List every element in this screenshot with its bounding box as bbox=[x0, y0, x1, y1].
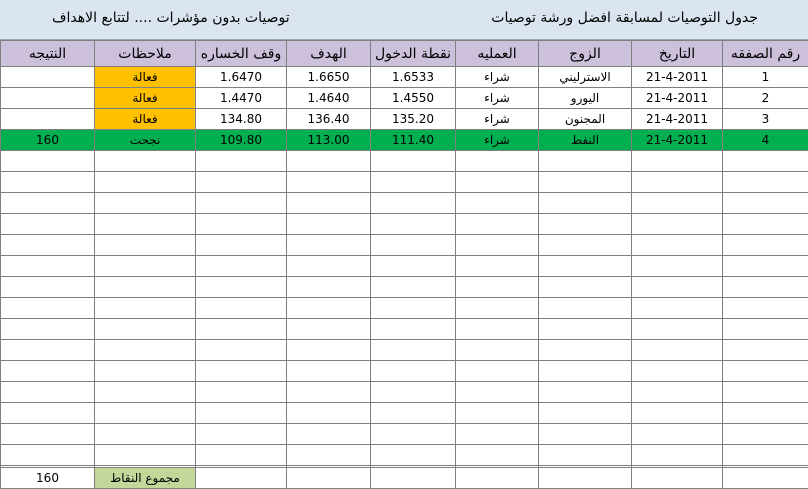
empty-cell[interactable] bbox=[456, 424, 539, 445]
recommendations-table bbox=[0, 40, 808, 489]
empty-cell[interactable] bbox=[1, 277, 95, 298]
empty-cell[interactable] bbox=[1, 361, 95, 382]
empty-cell[interactable] bbox=[723, 298, 808, 319]
empty-cell[interactable] bbox=[1, 319, 95, 340]
empty-cell[interactable] bbox=[95, 403, 196, 424]
column-header-trade-number[interactable]: رقم الصفقه bbox=[723, 41, 808, 67]
empty-cell[interactable] bbox=[456, 340, 539, 361]
empty-cell[interactable] bbox=[196, 382, 287, 403]
empty-cell[interactable] bbox=[196, 235, 287, 256]
empty-cell bbox=[196, 468, 287, 489]
empty-cell[interactable] bbox=[456, 277, 539, 298]
column-header-date[interactable]: التاريخ bbox=[632, 41, 723, 67]
empty-cell[interactable] bbox=[539, 340, 632, 361]
total-points-label: مجموع النقاط bbox=[95, 468, 196, 489]
empty-cell[interactable] bbox=[287, 403, 371, 424]
cell-trade-number[interactable]: 1 bbox=[723, 67, 808, 88]
empty-cell[interactable] bbox=[95, 256, 196, 277]
empty-cell[interactable] bbox=[632, 172, 723, 193]
cell-stop-loss[interactable]: 1.6470 bbox=[196, 67, 287, 88]
empty-cell[interactable] bbox=[632, 151, 723, 172]
cell-stop-loss[interactable]: 134.80 bbox=[196, 109, 287, 130]
empty-cell[interactable] bbox=[95, 361, 196, 382]
empty-cell[interactable] bbox=[371, 151, 456, 172]
empty-cell[interactable] bbox=[196, 403, 287, 424]
empty-cell[interactable] bbox=[287, 277, 371, 298]
empty-cell[interactable] bbox=[1, 340, 95, 361]
empty-cell[interactable] bbox=[95, 424, 196, 445]
empty-cell[interactable] bbox=[287, 382, 371, 403]
empty-cell[interactable] bbox=[723, 361, 808, 382]
empty-cell[interactable] bbox=[539, 424, 632, 445]
empty-cell[interactable] bbox=[287, 319, 371, 340]
column-header-stop-loss[interactable]: وقف الخساره bbox=[196, 41, 287, 67]
empty-cell[interactable] bbox=[539, 256, 632, 277]
empty-cell bbox=[371, 468, 456, 489]
empty-cell[interactable] bbox=[95, 298, 196, 319]
empty-cell[interactable] bbox=[1, 172, 95, 193]
cell-target[interactable]: 1.4640 bbox=[287, 88, 371, 109]
cell-note[interactable]: نجحت bbox=[95, 130, 196, 151]
cell-operation[interactable]: شراء bbox=[456, 88, 539, 109]
empty-cell[interactable] bbox=[539, 382, 632, 403]
cell-pair[interactable]: اليورو bbox=[539, 88, 632, 109]
empty-cell[interactable] bbox=[632, 403, 723, 424]
cell-pair[interactable]: المجنون bbox=[539, 109, 632, 130]
empty-row bbox=[1, 193, 808, 214]
empty-cell[interactable] bbox=[287, 361, 371, 382]
empty-cell[interactable] bbox=[371, 256, 456, 277]
empty-row bbox=[1, 277, 808, 298]
empty-cell[interactable] bbox=[95, 445, 196, 466]
empty-cell[interactable] bbox=[371, 193, 456, 214]
empty-cell[interactable] bbox=[539, 235, 632, 256]
empty-cell[interactable] bbox=[456, 235, 539, 256]
empty-cell[interactable] bbox=[632, 445, 723, 466]
empty-cell[interactable] bbox=[196, 298, 287, 319]
cell-entry[interactable]: 135.20 bbox=[371, 109, 456, 130]
empty-cell[interactable] bbox=[196, 151, 287, 172]
empty-row bbox=[1, 445, 808, 466]
empty-cell[interactable] bbox=[723, 424, 808, 445]
empty-cell[interactable] bbox=[371, 214, 456, 235]
column-header-pair[interactable]: الزوج bbox=[539, 41, 632, 67]
empty-cell[interactable] bbox=[539, 193, 632, 214]
empty-cell[interactable] bbox=[456, 319, 539, 340]
empty-cell[interactable] bbox=[95, 214, 196, 235]
empty-cell[interactable] bbox=[95, 319, 196, 340]
total-row bbox=[1, 468, 808, 489]
empty-row bbox=[1, 172, 808, 193]
empty-row bbox=[1, 319, 808, 340]
empty-cell[interactable] bbox=[287, 424, 371, 445]
empty-cell[interactable] bbox=[371, 340, 456, 361]
empty-cell[interactable] bbox=[95, 277, 196, 298]
empty-cell[interactable] bbox=[539, 172, 632, 193]
empty-cell[interactable] bbox=[196, 445, 287, 466]
table-row bbox=[1, 130, 808, 151]
empty-cell[interactable] bbox=[1, 193, 95, 214]
empty-cell[interactable] bbox=[632, 298, 723, 319]
cell-target[interactable]: 136.40 bbox=[287, 109, 371, 130]
cell-operation[interactable]: شراء bbox=[456, 67, 539, 88]
empty-cell[interactable] bbox=[196, 424, 287, 445]
cell-date[interactable]: 21-4-2011 bbox=[632, 67, 723, 88]
empty-cell[interactable] bbox=[196, 361, 287, 382]
column-header-target[interactable]: الهدف bbox=[287, 41, 371, 67]
empty-cell[interactable] bbox=[723, 256, 808, 277]
table-row bbox=[1, 88, 808, 109]
empty-cell[interactable] bbox=[196, 214, 287, 235]
empty-cell[interactable] bbox=[539, 277, 632, 298]
empty-cell[interactable] bbox=[196, 319, 287, 340]
empty-cell[interactable] bbox=[287, 235, 371, 256]
empty-cell[interactable] bbox=[632, 424, 723, 445]
empty-cell[interactable] bbox=[1, 382, 95, 403]
empty-cell[interactable] bbox=[632, 256, 723, 277]
empty-cell[interactable] bbox=[1, 403, 95, 424]
cell-note[interactable]: فعالة bbox=[95, 109, 196, 130]
empty-cell[interactable] bbox=[287, 193, 371, 214]
empty-cell[interactable] bbox=[456, 151, 539, 172]
empty-row bbox=[1, 403, 808, 424]
empty-cell bbox=[539, 468, 632, 489]
empty-cell bbox=[632, 468, 723, 489]
empty-cell bbox=[723, 468, 808, 489]
empty-cell[interactable] bbox=[1, 214, 95, 235]
empty-cell[interactable] bbox=[723, 193, 808, 214]
empty-cell[interactable] bbox=[632, 193, 723, 214]
empty-cell[interactable] bbox=[196, 193, 287, 214]
empty-cell[interactable] bbox=[632, 277, 723, 298]
empty-cell bbox=[287, 468, 371, 489]
empty-cell[interactable] bbox=[371, 172, 456, 193]
empty-rows bbox=[1, 151, 808, 468]
cell-trade-number[interactable]: 4 bbox=[723, 130, 808, 151]
empty-cell[interactable] bbox=[371, 361, 456, 382]
empty-cell[interactable] bbox=[456, 172, 539, 193]
empty-cell[interactable] bbox=[456, 361, 539, 382]
cell-stop-loss[interactable]: 1.4470 bbox=[196, 88, 287, 109]
empty-cell[interactable] bbox=[723, 277, 808, 298]
empty-cell[interactable] bbox=[196, 256, 287, 277]
cell-date[interactable]: 21-4-2011 bbox=[632, 130, 723, 151]
empty-cell[interactable] bbox=[95, 172, 196, 193]
empty-cell[interactable] bbox=[632, 382, 723, 403]
empty-cell[interactable] bbox=[723, 340, 808, 361]
empty-cell[interactable] bbox=[371, 235, 456, 256]
cell-pair[interactable]: النفط bbox=[539, 130, 632, 151]
cell-operation[interactable]: شراء bbox=[456, 130, 539, 151]
sheet-title: جدول التوصيات لمسابقة افضل ورشة توصيات bbox=[491, 10, 758, 26]
empty-cell[interactable] bbox=[723, 403, 808, 424]
cell-date[interactable]: 21-4-2011 bbox=[632, 109, 723, 130]
empty-cell[interactable] bbox=[196, 277, 287, 298]
empty-cell[interactable] bbox=[539, 151, 632, 172]
empty-cell[interactable] bbox=[539, 403, 632, 424]
empty-row bbox=[1, 382, 808, 403]
empty-cell[interactable] bbox=[371, 319, 456, 340]
empty-cell[interactable] bbox=[723, 319, 808, 340]
cell-trade-number[interactable]: 3 bbox=[723, 109, 808, 130]
empty-cell[interactable] bbox=[456, 298, 539, 319]
empty-cell[interactable] bbox=[287, 214, 371, 235]
cell-target[interactable]: 113.00 bbox=[287, 130, 371, 151]
table-row bbox=[1, 109, 808, 130]
cell-pair[interactable]: الاسترليني bbox=[539, 67, 632, 88]
empty-row bbox=[1, 151, 808, 172]
cell-result[interactable]: 160 bbox=[1, 130, 95, 151]
empty-cell[interactable] bbox=[539, 319, 632, 340]
empty-cell[interactable] bbox=[371, 382, 456, 403]
empty-cell[interactable] bbox=[287, 298, 371, 319]
cell-result[interactable] bbox=[1, 88, 95, 109]
empty-cell[interactable] bbox=[539, 214, 632, 235]
empty-cell[interactable] bbox=[287, 172, 371, 193]
empty-cell[interactable] bbox=[1, 424, 95, 445]
empty-cell[interactable] bbox=[95, 193, 196, 214]
empty-cell[interactable] bbox=[287, 445, 371, 466]
cell-target[interactable]: 1.6650 bbox=[287, 67, 371, 88]
empty-row bbox=[1, 298, 808, 319]
empty-cell[interactable] bbox=[632, 235, 723, 256]
cell-note[interactable]: فعالة bbox=[95, 88, 196, 109]
cell-operation[interactable]: شراء bbox=[456, 109, 539, 130]
empty-row bbox=[1, 235, 808, 256]
cell-stop-loss[interactable]: 109.80 bbox=[196, 130, 287, 151]
cell-result[interactable] bbox=[1, 109, 95, 130]
cell-date[interactable]: 21-4-2011 bbox=[632, 88, 723, 109]
total-points-value[interactable]: 160 bbox=[1, 468, 95, 489]
empty-cell[interactable] bbox=[723, 445, 808, 466]
empty-cell[interactable] bbox=[1, 151, 95, 172]
column-header-entry[interactable]: نقطة الدخول bbox=[371, 41, 456, 67]
cell-note[interactable]: فعالة bbox=[95, 67, 196, 88]
empty-cell[interactable] bbox=[539, 445, 632, 466]
cell-trade-number[interactable]: 2 bbox=[723, 88, 808, 109]
empty-cell[interactable] bbox=[95, 340, 196, 361]
empty-cell[interactable] bbox=[723, 172, 808, 193]
empty-cell[interactable] bbox=[632, 340, 723, 361]
empty-cell[interactable] bbox=[287, 340, 371, 361]
column-header-notes[interactable]: ملاحظات bbox=[95, 41, 196, 67]
empty-cell[interactable] bbox=[1, 445, 95, 466]
empty-cell[interactable] bbox=[287, 256, 371, 277]
empty-cell[interactable] bbox=[1, 256, 95, 277]
cell-result[interactable] bbox=[1, 67, 95, 88]
empty-cell[interactable] bbox=[371, 277, 456, 298]
empty-row bbox=[1, 340, 808, 361]
empty-cell[interactable] bbox=[371, 424, 456, 445]
empty-cell[interactable] bbox=[632, 361, 723, 382]
empty-cell[interactable] bbox=[1, 235, 95, 256]
empty-cell[interactable] bbox=[632, 214, 723, 235]
empty-cell[interactable] bbox=[723, 382, 808, 403]
empty-cell[interactable] bbox=[456, 445, 539, 466]
empty-cell[interactable] bbox=[196, 172, 287, 193]
table-row bbox=[1, 67, 808, 88]
empty-cell[interactable] bbox=[196, 340, 287, 361]
empty-row bbox=[1, 361, 808, 382]
cell-entry[interactable]: 1.6533 bbox=[371, 67, 456, 88]
empty-cell[interactable] bbox=[95, 382, 196, 403]
empty-cell[interactable] bbox=[632, 319, 723, 340]
cell-entry[interactable]: 1.4550 bbox=[371, 88, 456, 109]
column-header-result[interactable]: النتيجه bbox=[1, 41, 95, 67]
sheet-subtitle: توصيات بدون مؤشرات .... لتتابع الاهداف bbox=[52, 10, 290, 26]
empty-cell[interactable] bbox=[456, 193, 539, 214]
empty-cell[interactable] bbox=[456, 256, 539, 277]
empty-cell[interactable] bbox=[723, 214, 808, 235]
empty-cell[interactable] bbox=[456, 382, 539, 403]
empty-cell[interactable] bbox=[456, 214, 539, 235]
empty-cell[interactable] bbox=[723, 235, 808, 256]
empty-cell[interactable] bbox=[287, 151, 371, 172]
empty-cell[interactable] bbox=[371, 403, 456, 424]
empty-row bbox=[1, 256, 808, 277]
empty-row bbox=[1, 424, 808, 445]
empty-cell[interactable] bbox=[95, 151, 196, 172]
empty-cell bbox=[456, 468, 539, 489]
cell-entry[interactable]: 111.40 bbox=[371, 130, 456, 151]
header-row bbox=[1, 41, 808, 67]
empty-cell[interactable] bbox=[371, 298, 456, 319]
empty-cell[interactable] bbox=[95, 235, 196, 256]
empty-cell[interactable] bbox=[539, 298, 632, 319]
sheet-banner bbox=[0, 0, 808, 40]
empty-cell[interactable] bbox=[456, 403, 539, 424]
empty-cell[interactable] bbox=[723, 151, 808, 172]
empty-row bbox=[1, 214, 808, 235]
empty-cell[interactable] bbox=[539, 361, 632, 382]
empty-cell[interactable] bbox=[1, 298, 95, 319]
empty-cell[interactable] bbox=[371, 445, 456, 466]
column-header-operation[interactable]: العمليه bbox=[456, 41, 539, 67]
